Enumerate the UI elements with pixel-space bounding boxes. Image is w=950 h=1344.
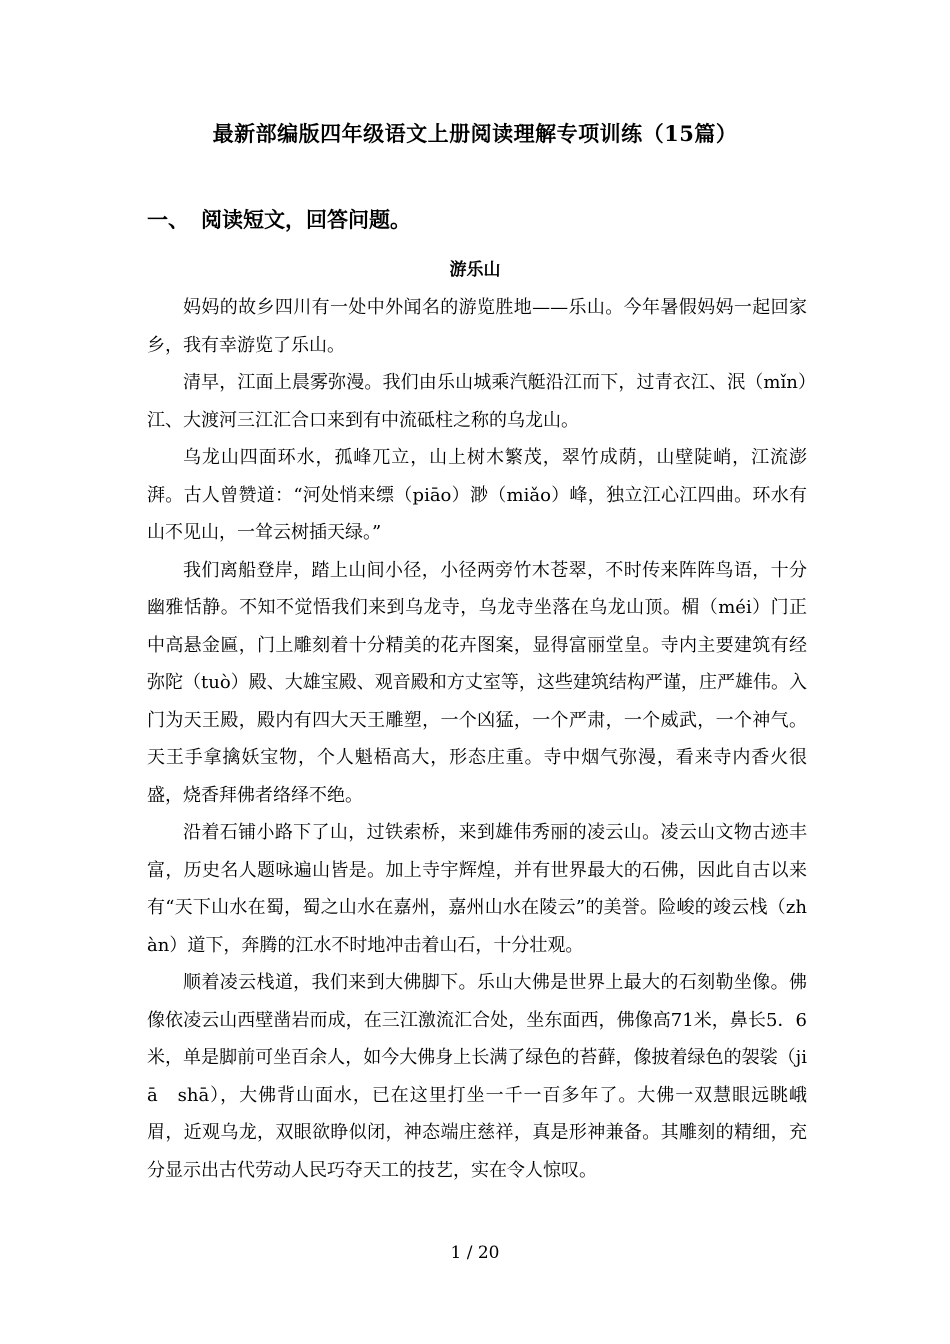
section-heading-text: 阅读短文，回答问题。: [201, 207, 411, 232]
paragraph-4: 我们离船登岸，踏上山间小径，小径两旁竹木苍翠，不时传来阵阵鸟语，十分幽雅恬静。不知不觉悟我们来到乌龙寺，乌龙寺坐落在乌龙山顶。楣（méi）门正中高悬金匾，门上雕刻着十分精美的花卉图案，显得富丽堂皇。寺内主要建筑有经弥陀（tuò）殿、大雄宝殿、观音殿和方丈室等，这些建筑结构严谨，庄严雄伟。入门为天王殿，殿内有四大天王雕塑，一个凶猛，一个严肃，一个威武，一个神气。天王手拿擒妖宝物，个人魁梧高大，形态庄重。寺中烟气弥漫，看来寺内香火很盛，烧香拜佛者络绎不绝。: [147, 559, 807, 806]
section-heading: [147, 205, 411, 235]
paragraph-1: 妈妈的故乡四川有一处中外闻名的游览胜地——乐山。今年暑假妈妈一起回家乡，我有幸游览了乐山。: [147, 297, 807, 356]
section-number: 一、: [147, 207, 189, 232]
paragraph-2: 清早，江面上晨雾弥漫。我们由乐山城乘汽艇沿江而下，过青衣江、泯（mǐn）江、大渡河三江汇合口来到有中流砥柱之称的乌龙山。: [147, 372, 807, 431]
passage-title: 游乐山: [449, 260, 501, 280]
paragraph-3: 乌龙山四面环水，孤峰兀立，山上树木繁茂，翠竹成荫，山壁陡峭，江流澎湃。古人曾赞道：“河处悄来缥（piāo）渺（miǎo）峰，独立江心江四曲。环水有山不见山，一耸云树插天绿。”: [147, 447, 807, 543]
paragraph-5: 沿着石铺小路下了山，过铁索桥，来到雄伟秀丽的凌云山。凌云山文物古迹丰富，历史名人题咏遍山皆是。加上寺宇辉煌，并有世界最大的石佛，因此自古以来有“天下山水在蜀，蜀之山水在嘉州，嘉州山水在陵云”的美誉。险峻的竣云栈（zhàn）道下，奔腾的江水不时地冲击着山石，十分壮观。: [147, 822, 807, 956]
paragraph-6: 顺着凌云栈道，我们来到大佛脚下。乐山大佛是世界上最大的石刻勒坐像。佛像依凌云山西壁凿岩而成，在三江激流汇合处，坐东面西，佛像高71米，鼻长5．6米，单是脚前可坐百余人，如今大佛身上长满了绿色的苔藓，像披着绿色的袈裟（jiā shā），大佛背山面水，已在这里打坐一千一百多年了。大佛一双慧眼远眺峨眉，近观乌龙，双眼欲睁似闭，神态端庄慈祥，真是形神兼备。其雕刻的精细，充分显示出古代劳动人民巧夺天工的技艺，实在令人惊叹。: [147, 972, 807, 1181]
page-number: 1 / 20: [450, 1243, 500, 1263]
document-title: 最新部编版四年级语文上册阅读理解专项训练（15篇）: [212, 121, 738, 146]
passage-body: [147, 289, 807, 1189]
